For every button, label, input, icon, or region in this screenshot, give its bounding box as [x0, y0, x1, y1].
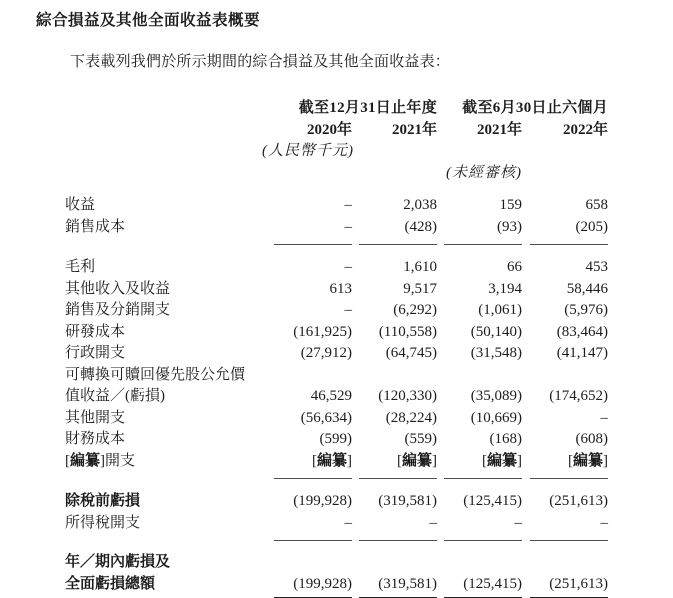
single-rule-row [65, 472, 608, 479]
table-row-other-income [65, 279, 608, 301]
row-label: 全面虧損總額 [65, 575, 156, 592]
header-group-row [65, 98, 608, 120]
row-label: 收益 [65, 197, 96, 213]
cell-redacted: [編纂] [396, 452, 437, 469]
cell: (1,061) [478, 302, 522, 318]
table-row-cost-of-sales [65, 217, 608, 239]
cell: (205) [575, 218, 608, 235]
cell: 3,194 [488, 280, 522, 297]
table-row-revenue [65, 195, 608, 217]
cell: (31,548) [470, 345, 522, 361]
row-label: 年／期內虧損及 [65, 554, 171, 570]
row-label: 值收益／(虧損) [65, 388, 165, 404]
table-row-rd-costs [65, 322, 608, 344]
col-header-2021-interim: 2021年 [476, 121, 522, 138]
spacer [65, 245, 608, 257]
cell: (5,976) [564, 302, 608, 318]
row-label: 研發成本 [65, 323, 126, 340]
income-statement-table [65, 98, 608, 598]
unit-note-row [65, 141, 608, 163]
cell: 1,610 [403, 259, 437, 275]
table-row-loss-before-tax [65, 491, 608, 513]
table-row-admin-expenses [65, 343, 608, 365]
cell: (199,928) [293, 493, 352, 509]
cell-redacted: [編纂] [567, 452, 608, 469]
cell: (559) [404, 431, 437, 447]
cell: (27,912) [300, 345, 352, 361]
cell: (64,745) [385, 345, 437, 361]
redacted-text: 編纂 [486, 452, 517, 469]
cell: (6,292) [393, 302, 437, 318]
cell: (174,652) [549, 388, 608, 404]
cell: – [344, 218, 352, 235]
cell: – [514, 514, 522, 531]
col-group-annual: 截至12月31日止年度 [298, 100, 437, 116]
cell: 66 [507, 259, 522, 275]
row-label: 其他收入及收益 [65, 280, 171, 297]
table-row-selling-expenses [65, 300, 608, 322]
empty-cell [65, 120, 262, 142]
intro-text: 下表載列我們於所示期間的綜合損益及其他全面收益表： [70, 54, 451, 70]
cell: (120,330) [378, 388, 437, 404]
cell: 9,517 [403, 280, 437, 297]
redacted-text: 編纂 [572, 452, 603, 469]
table-row-income-tax [65, 513, 608, 535]
cell: 46,529 [310, 388, 352, 404]
cell: – [600, 409, 608, 426]
col-header-2020: 2020年 [306, 121, 352, 138]
cell: (35,089) [470, 388, 522, 404]
table-row-preferred-shares-line2 [65, 386, 608, 408]
cell: 58,446 [566, 280, 608, 297]
unaudited-note: (未經審核) [446, 164, 522, 181]
table-row-finance-costs [65, 429, 608, 451]
cell: (110,558) [378, 323, 437, 340]
cell: 613 [329, 280, 352, 297]
redacted-text: 編纂 [316, 452, 347, 469]
page-title: 綜合損益及其他全面收益表概要 [36, 12, 261, 29]
header-year-row [65, 120, 608, 142]
empty-cell [65, 98, 262, 120]
cell: (161,925) [293, 323, 352, 340]
cell: (599) [319, 431, 352, 447]
cell-redacted: [編纂] [481, 452, 522, 469]
cell: 159 [499, 197, 522, 213]
table-row-other-expenses [65, 408, 608, 430]
row-label: 毛利 [65, 259, 96, 275]
cell: – [344, 302, 352, 318]
cell: (56,634) [300, 409, 352, 426]
cell: – [344, 197, 352, 213]
redacted-text: 編纂 [70, 452, 101, 469]
cell: (28,224) [385, 409, 437, 426]
table-row-total-loss-line1 [65, 552, 608, 574]
cell-redacted: [編纂] [311, 452, 352, 469]
cell: (608) [575, 431, 608, 447]
row-label: 所得稅開支 [65, 514, 141, 531]
redacted-text: 編纂 [401, 452, 432, 469]
table-row-redacted-expenses [65, 451, 608, 473]
row-label: 財務成本 [65, 431, 126, 447]
row-label: 除稅前虧損 [65, 493, 141, 509]
cell: (41,147) [556, 345, 608, 361]
col-header-2022-interim: 2022年 [562, 121, 608, 138]
currency-unit-note: (人民幣千元) [262, 143, 354, 159]
cell: (319,581) [378, 575, 437, 592]
empty-cell [65, 163, 262, 185]
single-rule-row [65, 534, 608, 541]
cell: – [429, 514, 437, 531]
cell: (93) [497, 218, 522, 235]
cell: (50,140) [470, 323, 522, 340]
cell: 658 [585, 197, 608, 213]
row-label: 銷售及分銷開支 [65, 302, 171, 318]
cell: (10,669) [470, 409, 522, 426]
audit-note-row [65, 163, 608, 185]
cell: (83,464) [556, 323, 608, 340]
cell: (251,613) [549, 493, 608, 509]
cell: 453 [585, 259, 608, 275]
col-group-interim: 截至6月30日止六個月 [462, 100, 608, 116]
empty-cell [65, 141, 262, 163]
table-row-total-loss-line2 [65, 574, 608, 596]
row-label: 銷售成本 [65, 218, 126, 235]
cell: – [344, 259, 352, 275]
spacer [65, 541, 608, 552]
single-rule-row [65, 238, 608, 245]
cell: (125,415) [463, 493, 522, 509]
row-label: 可轉換可贖回優先股公允價 [65, 366, 246, 383]
cell: – [344, 514, 352, 531]
col-header-2021: 2021年 [391, 121, 437, 138]
spacer [65, 184, 608, 195]
row-label: 其他開支 [65, 409, 126, 426]
table-row-preferred-shares-line1 [65, 365, 608, 387]
empty-cell [522, 163, 608, 185]
cell: (319,581) [378, 493, 437, 509]
cell: (168) [489, 431, 522, 447]
spacer [65, 479, 608, 491]
row-label: 行政開支 [65, 345, 126, 361]
row-label: [編纂]開支 [65, 452, 136, 469]
cell: – [600, 514, 608, 531]
cell: (251,613) [549, 575, 608, 592]
cell: (125,415) [463, 575, 522, 592]
cell: 2,038 [403, 197, 437, 213]
cell: (199,928) [293, 575, 352, 592]
cell: (428) [404, 218, 437, 235]
table-row-gross-profit [65, 257, 608, 279]
